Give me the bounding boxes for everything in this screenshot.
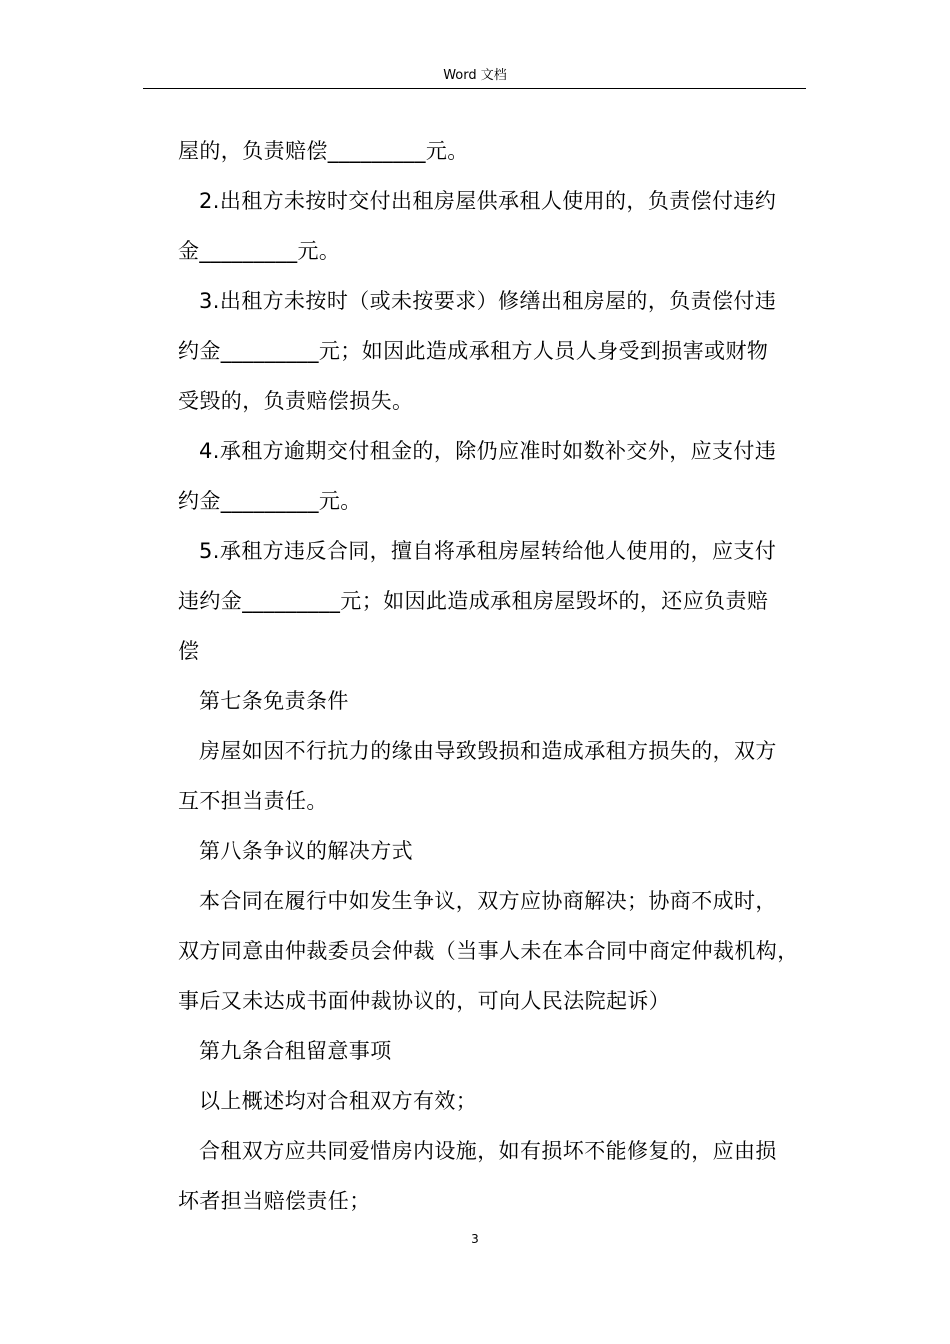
text-line: 偿 [178, 639, 200, 663]
text-line: 事后又未达成书面仲裁协议的，可向人民法院起诉） [178, 989, 671, 1013]
paragraph-start: 合租双方应共同爱惜房内设施，如有损坏不能修复的，应由损 [199, 1139, 777, 1163]
text-line: 约金_________元；如因此造成承租方人员人身受到损害或财物 [178, 339, 769, 363]
text-line: 金_________元。 [178, 239, 341, 263]
text-line: 违约金_________元；如因此造成承租房屋毁坏的，还应负责赔 [178, 589, 769, 613]
text-line: 互不担当责任。 [178, 789, 328, 813]
paragraph-start: 以上概述均对合租双方有效； [199, 1089, 478, 1113]
clause-item-5: 5.承租方违反合同，擅自将承租房屋转给他人使用的，应支付 [199, 539, 777, 563]
page-number: 3 [471, 1232, 479, 1246]
header-divider [143, 88, 806, 89]
document-body [178, 126, 818, 1226]
article-9-heading: 第九条合租留意事项 [199, 1039, 392, 1063]
page-header-title: Word 文档 [443, 68, 507, 83]
article-8-heading: 第八条争议的解决方式 [199, 839, 413, 863]
article-7-heading: 第七条免责条件 [199, 689, 349, 713]
paragraph-start: 本合同在履行中如发生争议，双方应协商解决；协商不成时， [199, 889, 777, 913]
paragraph-start: 房屋如因不行抗力的缘由导致毁损和造成承租方损失的，双方 [199, 739, 777, 763]
text-line: 受毁的，负责赔偿损失。 [178, 389, 414, 413]
clause-item-4: 4.承租方逾期交付租金的，除仍应准时如数补交外，应支付违 [199, 439, 777, 463]
clause-item-3: 3.出租方未按时（或未按要求）修缮出租房屋的，负责偿付违 [199, 289, 777, 313]
text-line: 双方同意由仲裁委员会仲裁（当事人未在本合同中商定仲裁机构， [178, 939, 799, 963]
text-line: 坏者担当赔偿责任； [178, 1189, 371, 1213]
text-line: 屋的，负责赔偿_________元。 [178, 139, 469, 163]
text-line: 约金_________元。 [178, 489, 362, 513]
clause-item-2: 2.出租方未按时交付出租房屋供承租人使用的，负责偿付违约 [199, 189, 777, 213]
